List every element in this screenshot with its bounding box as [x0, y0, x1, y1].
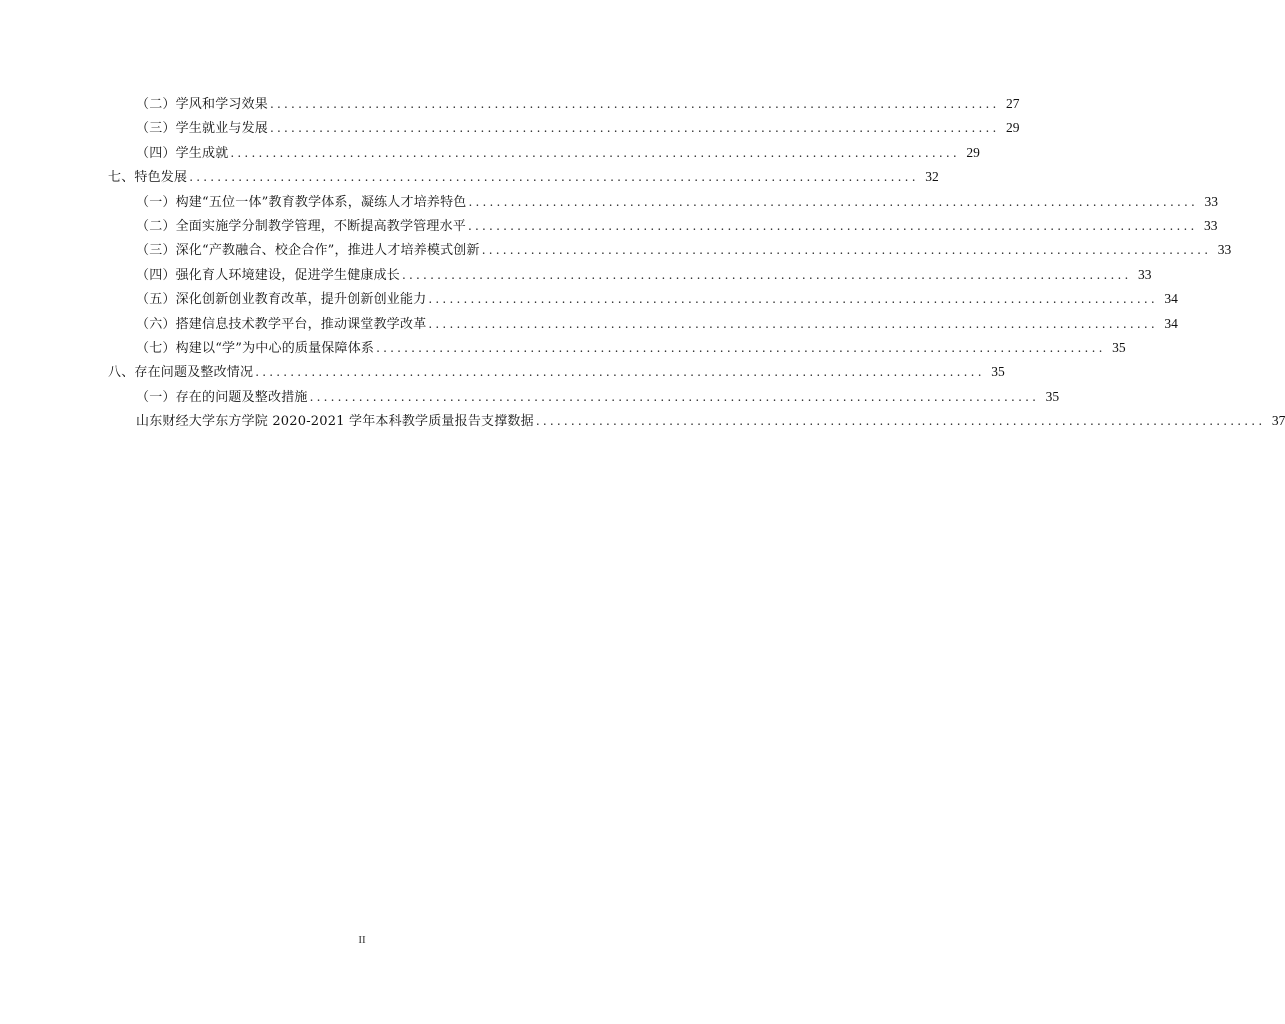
table-of-contents [108, 92, 1285, 433]
toc-entry[interactable] [108, 287, 1178, 311]
toc-leader-dots: ........................................................................................................ [270, 121, 1000, 136]
toc-leader-dots: ........................................................................................................ [428, 292, 1158, 307]
page-number: II [358, 934, 366, 946]
toc-leader-dots: ........................................................................................................ [468, 194, 1199, 209]
toc-entry[interactable] [108, 116, 1020, 140]
toc-entry-title: （二）全面实施学分制教学管理，不断提高教学管理水平 [136, 218, 467, 234]
toc-entry-title: （二）学风和学习效果 [136, 97, 269, 112]
toc-entry-page: 29 [966, 144, 980, 160]
toc-entry[interactable] [108, 360, 1005, 384]
toc-entry-title: （四）强化育人环境建设，促进学生健康成长 [136, 267, 401, 283]
toc-leader-dots: ........................................................................................................ [189, 170, 919, 185]
toc-entry[interactable] [108, 409, 1285, 433]
toc-entry-page: 32 [925, 169, 939, 185]
toc-entry[interactable] [108, 385, 1060, 409]
toc-entry[interactable] [108, 141, 980, 165]
toc-entry-title: 七、特色发展 [108, 170, 188, 186]
toc-leader-dots: ........................................................................................................ [481, 243, 1212, 258]
toc-entry[interactable] [108, 92, 1020, 116]
toc-entry-page: 33 [1204, 217, 1218, 233]
toc-leader-dots: ........................................................................................................ [535, 414, 1266, 429]
toc-entry-page: 34 [1164, 315, 1178, 331]
toc-leader-dots: ........................................................................................................ [376, 340, 1106, 355]
toc-leader-dots: ........................................................................................................ [230, 145, 960, 160]
toc-leader-dots: ........................................................................................................ [468, 218, 1198, 233]
toc-entry-page: 33 [1138, 266, 1152, 282]
toc-entry-title: （六）搭建信息技术教学平台，推动课堂教学改革 [136, 316, 427, 332]
toc-leader-dots: ........................................................................................................ [402, 267, 1132, 282]
toc-entry-page: 33 [1217, 242, 1232, 258]
toc-entry[interactable] [108, 263, 1152, 287]
toc-entry-title: （一）存在的问题及整改措施 [136, 389, 308, 405]
toc-entry-page: 35 [991, 364, 1005, 380]
toc-leader-dots: ........................................................................................................ [309, 389, 1040, 404]
toc-entry[interactable] [108, 214, 1218, 238]
toc-entry-page: 37 [1271, 413, 1285, 429]
toc-entry-title: （七）构建以“学”为中心的质量保障体系 [136, 340, 375, 356]
toc-leader-dots: ........................................................................................................ [255, 365, 985, 380]
toc-leader-dots: ........................................................................................................ [428, 316, 1158, 331]
toc-entry[interactable] [108, 165, 939, 189]
toc-entry-title: （三）深化“产教融合、校企合作”，推进人才培养模式创新 [136, 243, 480, 259]
toc-entry-page: 35 [1045, 388, 1060, 404]
toc-entry-page: 29 [1006, 120, 1020, 136]
toc-entry[interactable] [108, 336, 1126, 360]
toc-entry-page: 34 [1164, 291, 1178, 307]
toc-entry-title: （三）学生就业与发展 [136, 121, 269, 137]
toc-entry-title: 山东财经大学东方学院 2020-2021 学年本科教学质量报告支撑数据 [136, 414, 534, 430]
toc-entry[interactable] [108, 238, 1232, 262]
toc-entry-title: （四）学生成就 [136, 145, 229, 161]
toc-entry-title: （一）构建“五位一体”教育教学体系，凝练人才培养特色 [136, 194, 467, 210]
toc-entry[interactable] [108, 312, 1178, 336]
toc-entry-page: 35 [1112, 339, 1126, 355]
toc-entry-page: 27 [1006, 96, 1020, 111]
toc-entry-page: 33 [1204, 193, 1219, 209]
toc-entry-title: （五）深化创新创业教育改革，提升创新创业能力 [136, 292, 427, 308]
toc-entry[interactable] [108, 190, 1219, 214]
toc-entry-title: 八、存在问题及整改情况 [108, 365, 254, 381]
toc-leader-dots: ........................................................................................................ [270, 97, 1000, 111]
